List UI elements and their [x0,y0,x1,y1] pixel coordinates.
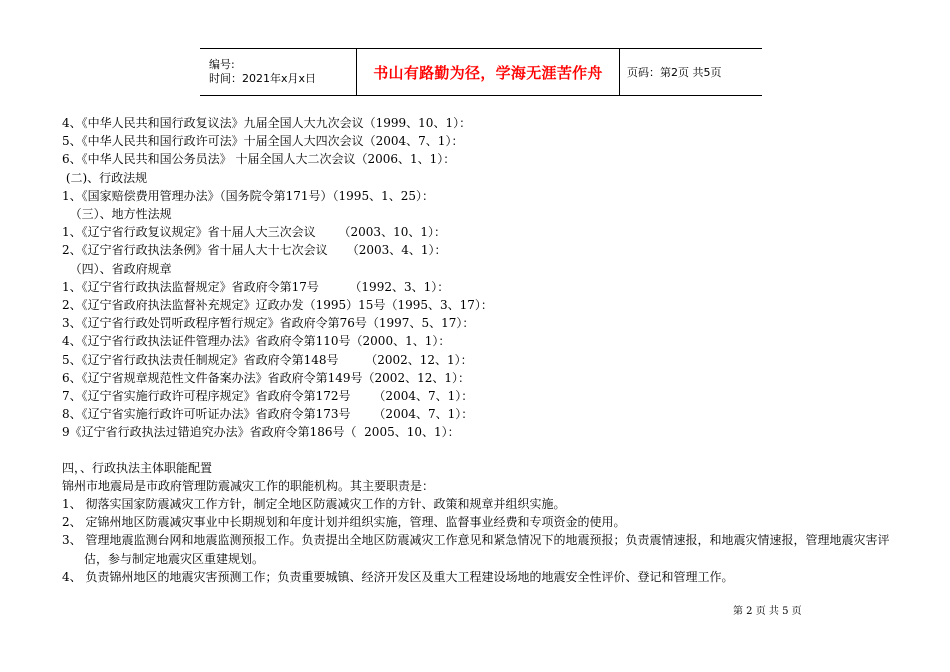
section-intro: 锦州市地震局是市政府管理防震减灾工作的职能机构。其主要职责是： [62,478,435,493]
law-item: 5、《中华人民共和国行政许可法》十届全国人大四次会议（2004、7、1）： [62,134,464,149]
provincial-rule-item: 8、《辽宁省实施行政许可听证办法》省政府令第173号 （2004、7、1）： [62,407,474,422]
admin-regulation-item: 1、《国家赔偿费用管理办法》（国务院令第171号）（1995、1、25）： [62,188,434,203]
provincial-rule-item: 5、《辽宁省行政执法责任制规定》省政府令第148号 （2002、12、1）： [62,352,473,367]
document-header [200,48,762,96]
local-regulation-item: 2、《辽宁省行政执法条例》省十届人大十七次会议 （2003、4、1）： [62,243,447,258]
provincial-rule-item: 1、《辽宁省行政执法监督规定》省政府令第17号 （1992、3、1）： [62,279,450,294]
header-motto: 书山有路勤为径，学海无涯苦作舟 [357,49,620,96]
paragraph-gap [62,442,902,459]
provincial-rule-item: 2、《辽宁省政府执法监督补充规定》辽政办发（1995）15号（1995、3、17）： [62,298,493,313]
header-meta-cell [200,49,357,96]
document-time-label: 时间：2021年x月x日 [209,72,317,85]
section-heading-admin-regulations: (二)、行政法规 [62,170,148,185]
duty-item: 2、 定锦州地区防震减灾事业中长期规划和年度计划并组织实施，管理、监督事业经费和专项资金的使用。 [62,515,626,530]
document-body [62,114,902,586]
document-number-label: 编号: [209,58,235,71]
page-footer: 第 2 页 共 5 页 [733,606,802,617]
duty-item: 1、 彻落实国家防震减灾工作方针，制定全地区防震减灾工作的方针、政策和规章并组织实施。 [62,497,566,512]
section-heading-functions: 四，、行政执法主体职能配置 [62,460,213,475]
local-regulation-item: 1、《辽宁省行政复议规定》省十届人大三次会议 （2003、10、1）： [62,225,446,240]
duty-item: 4、 负责锦州地区的地震灾害预测工作；负责重要城镇、经济开发区及重大工程建设场地的地震安全性评价、登记和管理工作。 [62,569,734,584]
section-heading-provincial-rules: （四）、省政府规章 [62,261,172,276]
provincial-rule-item: 9《辽宁省行政执法过错追究办法》省政府令第186号（ 2005、10、1）： [62,425,460,440]
duty-item: 3、 管理地震监测台网和地震监测预报工作。负责提出全地区防震减灾工作意见和紧急情况下的地震预报；负责震情速报，和地震灾情速报，管理地震灾害评估，参与制定地震灾区重建规划。 [62,533,890,566]
law-item: 4、《中华人民共和国行政复议法》九届全国人大九次会议（1999、10、1）： [62,116,472,130]
section-heading-local-regulations: （三）、地方性法规 [62,207,172,222]
provincial-rule-item: 6、《辽宁省规章规范性文件备案办法》省政府令第149号（2002、12、1）： [62,370,470,385]
provincial-rule-item: 3、《辽宁省行政处罚听政程序暂行规定》省政府令第76号（1997、5、17）： [62,316,475,331]
header-page-number: 页码：第2页 共5页 [620,49,763,96]
provincial-rule-item: 7、《辽宁省实施行政许可程序规定》省政府令第172号 （2004、7、1）： [62,389,474,404]
provincial-rule-item: 4、《辽宁省行政执法证件管理办法》省政府令第110号（2000、1、1）： [62,334,451,349]
law-item: 6、《中华人民共和国公务员法》 十届全国人大二次会议（2006、1、1）： [62,152,456,167]
